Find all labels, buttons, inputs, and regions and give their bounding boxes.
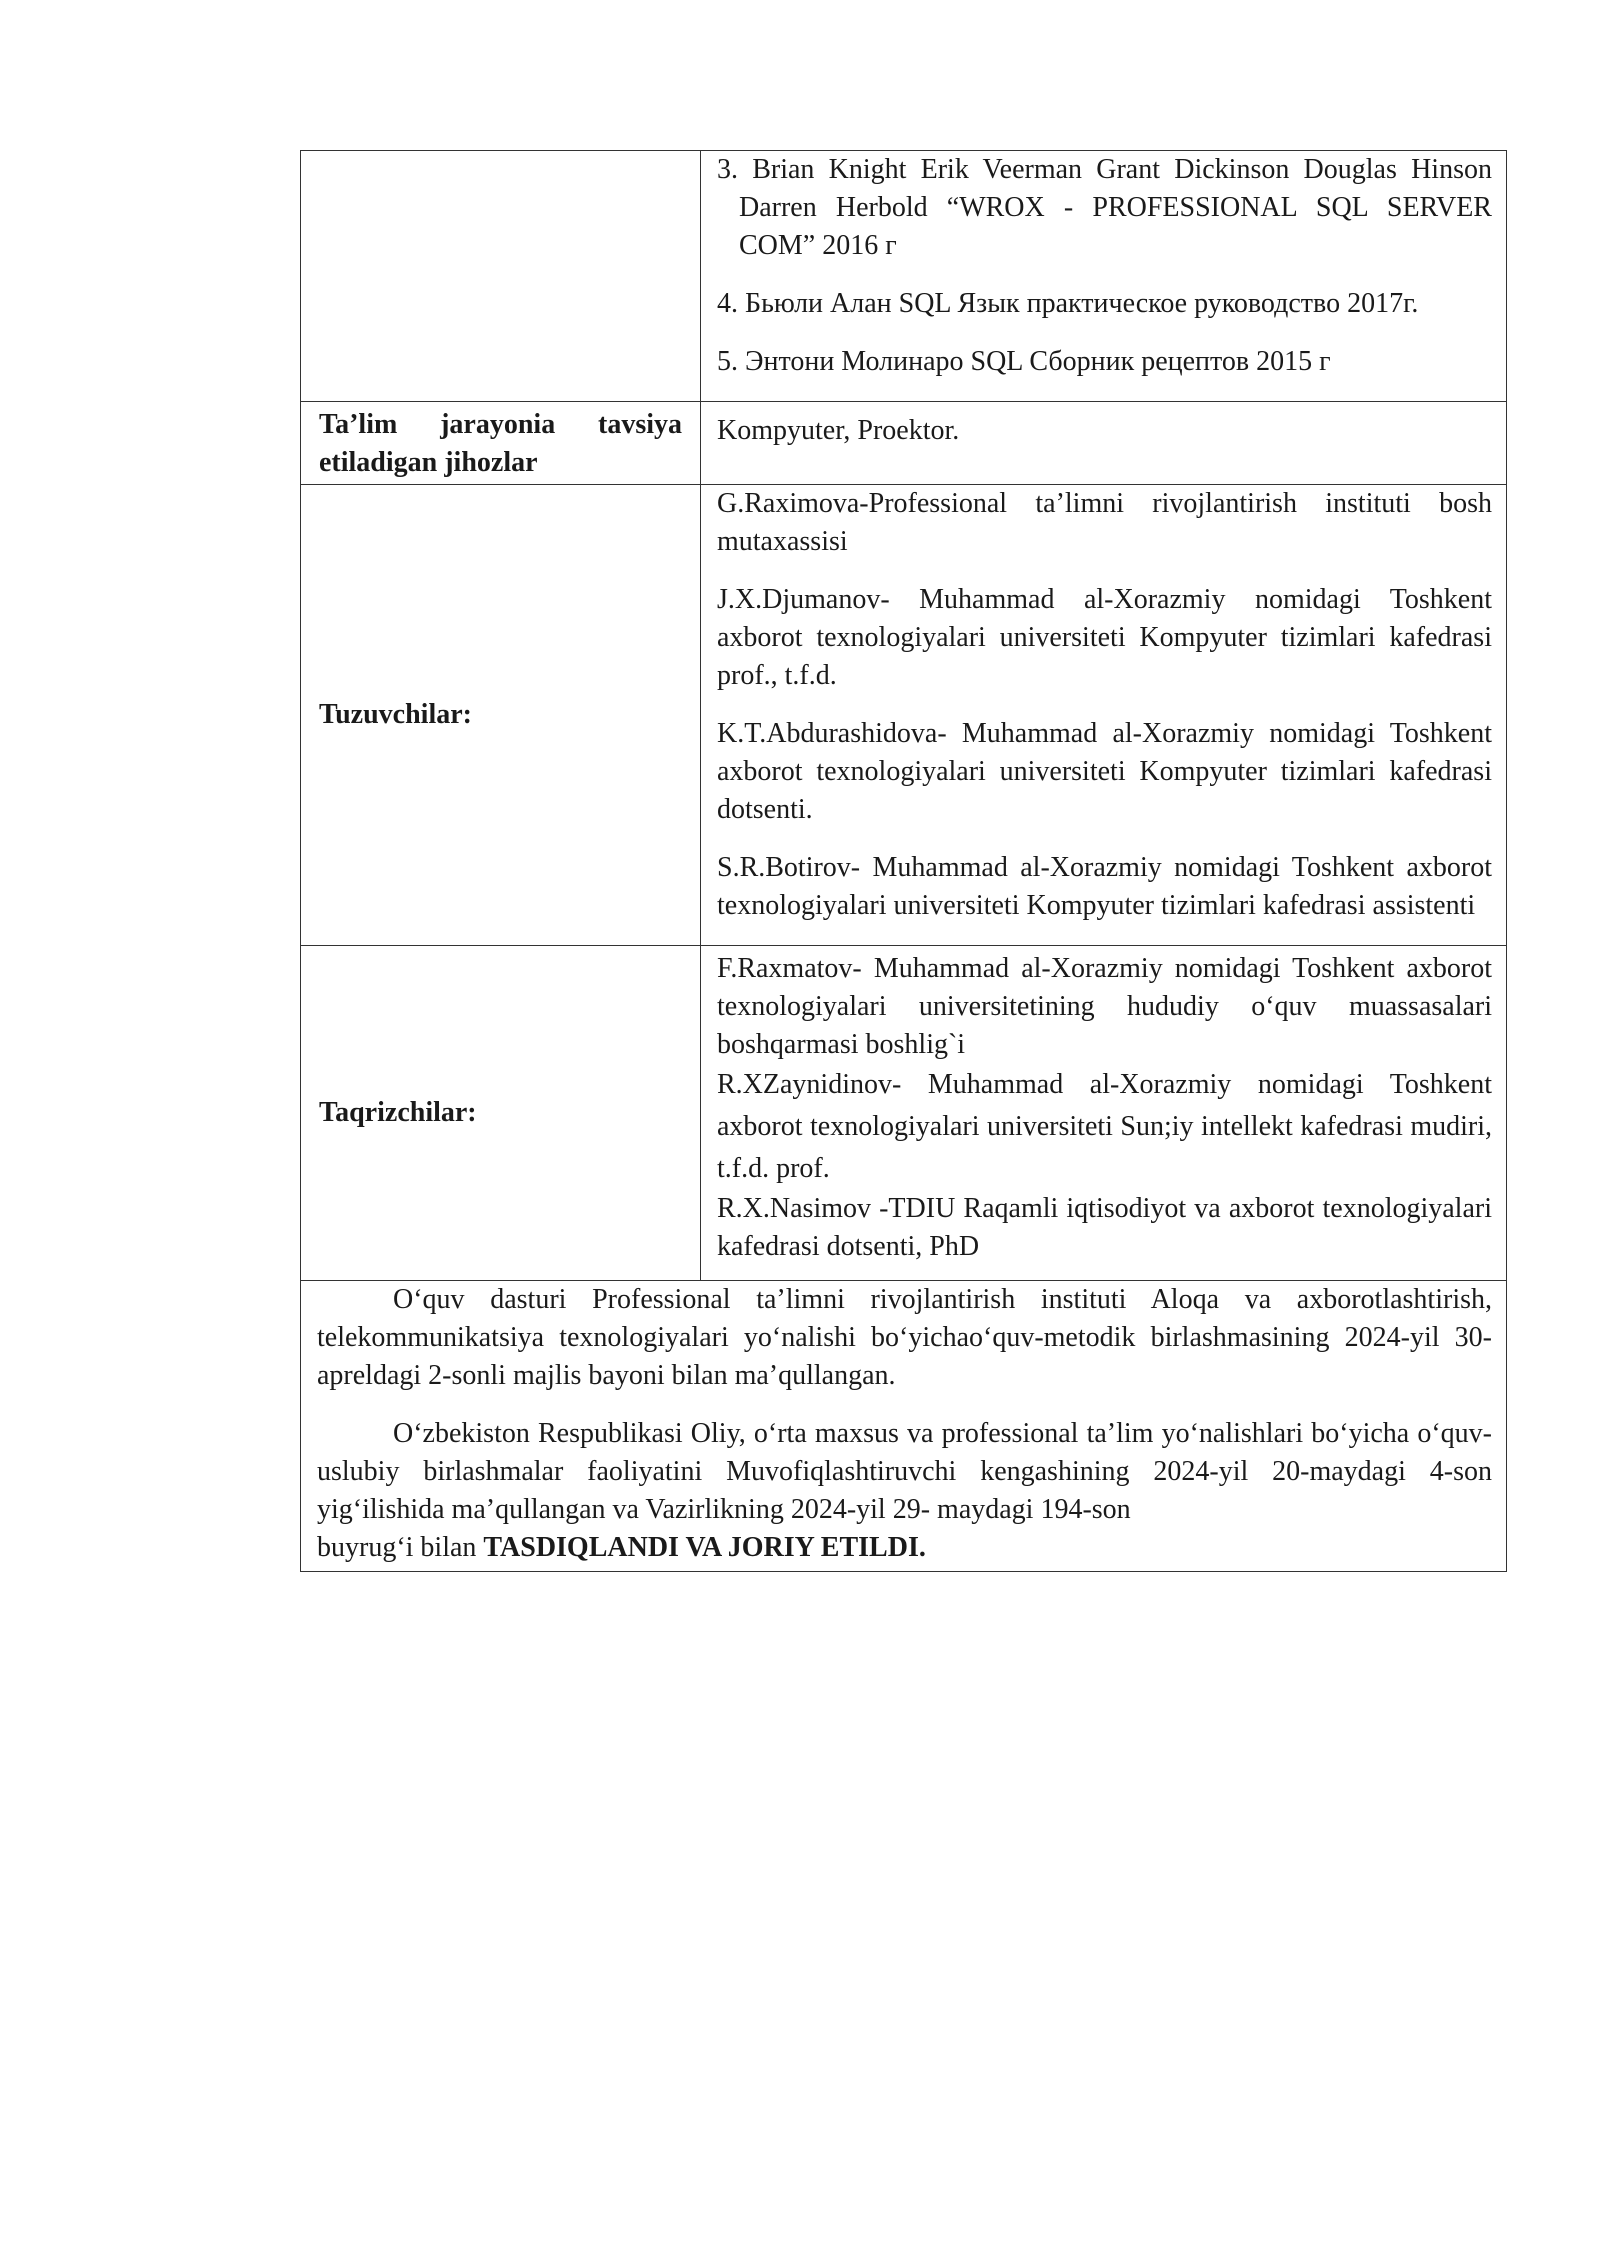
approval-row [301, 1281, 1507, 1572]
reviewer-item: R.XZaynidinov- Muhammad al-Xorazmiy nomidagi Toshkent axborot texnologiyalari universiteti Sun;iy intellekt kafedrasi mudiri, t.f.d. prof. [717, 1069, 1492, 1184]
approval-cell [301, 1281, 1507, 1572]
authors-label: Tuzuvchilar: [301, 485, 701, 946]
authors-row [301, 485, 1507, 946]
reviewer-item: R.X.Nasimov -TDIU Raqamli iqtisodiyot va axborot texnologiyalari kafedrasi dotsenti, PhD [717, 1193, 1492, 1262]
references-cell [701, 151, 1507, 402]
approval-paragraph-1: O‘quv dasturi Professional ta’limni rivojlantirish instituti Aloqa va axborotlashtirish, telekommunikatsiya texnologiyalari yo‘nalishi bo‘yichao‘quv-metodik birlashmasining 2024-yil 30-apreldagi 2-sonli majlis bayoni bilan ma’qullangan. [317, 1284, 1492, 1391]
references-row [301, 151, 1507, 402]
reference-item: 3. Brian Knight Erik Veerman Grant Dickinson Douglas Hinson Darren Herbold “WROX - PROFESSIONAL SQL SERVER COM” 2016 г [717, 154, 1492, 261]
authors-cell [701, 485, 1507, 946]
reviewers-label: Taqrizchilar: [301, 946, 701, 1281]
approval-final-bold: TASDIQLANDI VA JORIY ETILDI. [483, 1532, 926, 1563]
approval-paragraph-2: O‘zbekiston Respublikasi Oliy, o‘rta maxsus va professional ta’lim yo‘nalishlari bo‘yicha o‘quv-uslubiy birlashmalar faoliyatini Muvofiqlashtiruvchi kengashining 2024-yil 20-maydagi 4-son yig‘ilishida ma’qullangan va Vazirlikning 2024-yil 29- maydagi 194-son [317, 1418, 1492, 1525]
approval-final-line [317, 1529, 1492, 1567]
document-table [300, 150, 1507, 1572]
references-label-cell [301, 151, 701, 402]
reviewer-item: F.Raxmatov- Muhammad al-Xorazmiy nomidagi Toshkent axborot texnologiyalari universitetining hududiy o‘quv muassasalari boshqarmasi boshlig`i [717, 953, 1492, 1060]
equipment-label: Ta’lim jarayonia tavsiya etiladigan jihozlar [301, 402, 701, 485]
reviewers-row [301, 946, 1507, 1281]
reference-item: 5. Энтони Молинаро SQL Сборник рецептов 2015 г [717, 346, 1331, 377]
author-item: K.T.Abdurashidova- Muhammad al-Xorazmiy nomidagi Toshkent axborot texnologiyalari universiteti Kompyuter tizimlari kafedrasi dotsenti. [717, 718, 1492, 825]
author-item: S.R.Botirov- Muhammad al-Xorazmiy nomidagi Toshkent axborot texnologiyalari universiteti Kompyuter tizimlari kafedrasi assistenti [717, 852, 1492, 921]
author-item: J.X.Djumanov- Muhammad al-Xorazmiy nomidagi Toshkent axborot texnologiyalari universiteti Kompyuter tizimlari kafedrasi prof., t.f.d. [717, 584, 1492, 691]
equipment-value: Kompyuter, Proektor. [701, 402, 1507, 485]
reviewers-cell [701, 946, 1507, 1281]
approval-final-prefix: buyrug‘i bilan [317, 1532, 484, 1563]
reference-item: 4. Бьюли Алан SQL Язык практическое руководство 2017г. [717, 288, 1419, 319]
author-item: G.Raximova-Professional ta’limni rivojlantirish instituti bosh mutaxassisi [717, 488, 1492, 557]
equipment-row [301, 402, 1507, 485]
